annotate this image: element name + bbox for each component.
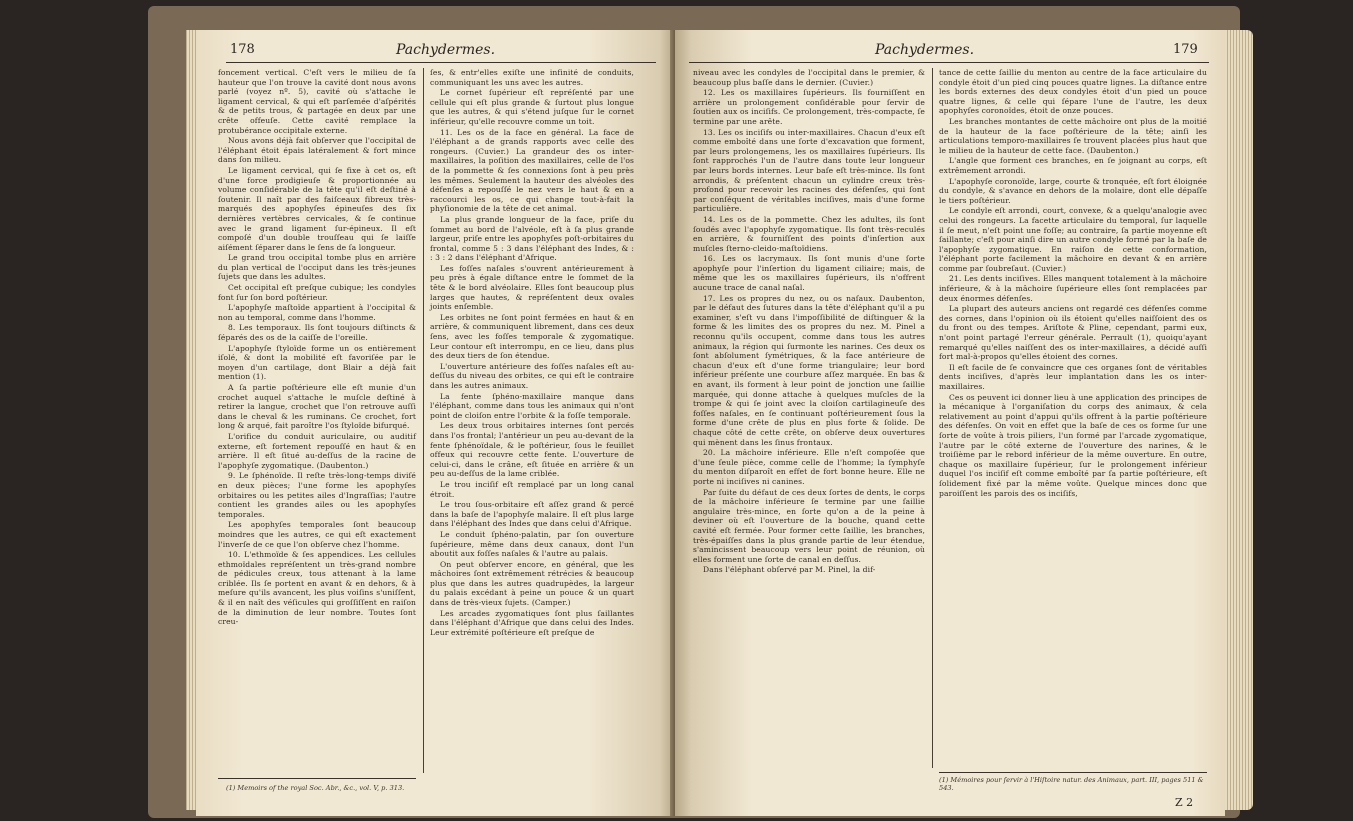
- paragraph: La plus grande longueur de la face, priſe du ſommet au bord de l'alvéole, eſt à ſa plus grande largeur, priſe entre les apophyſes poſt-orbitaires du frontal, comme 5 : 3 dans l'éléphant des Indes, & : : 3 : 2 dans l'éléphant d'Afrique.: [430, 214, 634, 263]
- paragraph: Cet occipital eſt preſque cubique; les condyles font ſur ſon bord poſtérieur.: [218, 283, 416, 302]
- right-page: [675, 30, 1225, 816]
- left-footnote: (1) Memoirs of the royal Soc. Abr., &c., vol. V, p. 313.: [226, 784, 405, 792]
- paragraph: A ſa partie poſtérieure elle eſt munie d'un crochet auquel s'attache le muſcle deſtiné à retirer la langue, crochet que l'on retrouve auſſi dans le cheval & les ruminans. Ce crochet, fort long & arqué, fait paroître l'os ſtyloïde bifurqué.: [218, 383, 416, 431]
- paragraph: Les branches montantes de cette mâchoire ont plus de la moitié de la hauteur de la face poſtérieure de la tête; ainſi les articulations temporo-maxillaires ſe trouvent placées plus haut que le milieu de la hauteur de cette face. (Daubenton.): [939, 116, 1207, 155]
- left-page: [196, 30, 674, 816]
- paragraph: Le trou ſous-orbitaire eſt aſſez grand & percé dans la baſe de l'apophyſe malaire. Il eſt plus large dans l'éléphant des Indes que dans celui d'Afrique.: [430, 500, 634, 529]
- paragraph: 16. Les os lacrymaux. Ils ſont munis d'une ſorte apophyſe pour l'inſertion du ligament ciliaire; mais, de même que les os maxillaires ſupérieurs, ils n'offrent aucune trace de canal naſal.: [693, 254, 925, 293]
- left-column-1: [218, 68, 416, 628]
- right-page-number: 179: [1173, 42, 1198, 57]
- right-footnote-rule: [939, 772, 1207, 773]
- paragraph: L'angle que forment ces branches, en ſe joignant au corps, eſt extrêmement arrondi.: [939, 156, 1207, 175]
- left-header-rule: [226, 62, 656, 63]
- right-running-head: Pachydermes.: [875, 42, 975, 58]
- paragraph: Les apophyſes temporales ſont beaucoup moindres que les autres, ce qui eſt exactement l'inverſe de ce que l'on obſerve chez l'homme.: [218, 520, 416, 549]
- left-footnote-rule: [218, 778, 416, 779]
- signature-mark: Z 2: [1175, 796, 1194, 809]
- paragraph: Il eſt facile de ſe convaincre que ces organes ſont de véritables dents inciſives, d'après leur implantation dans les os inter-maxillaires.: [939, 362, 1207, 391]
- paragraph: 12. Les os maxillaires ſupérieurs. Ils fourniſſent en arrière un prolongement conſidérable pour ſervir de ſoutien aux os inciſifs. Ce prolongement, très-compacte, ſe termine par une arête.: [693, 88, 925, 126]
- paragraph: L'apophyſe ſtyloïde forme un os entièrement iſolé, & dont la mobilité eſt favoriſée par le moyen d'un cartilage, dont Blair a déjà fait mention (1).: [218, 343, 416, 382]
- paragraph: 21. Les dents inciſives. Elles manquent totalement à la mâchoire inférieure, & à la mâchoire ſupérieure elles ſont remplacées par deux énormes défenſes.: [939, 274, 1207, 303]
- paragraph: 8. Les temporaux. Ils ſont toujours diſtincts & ſéparés des os de la caiſſe de l'oreille.: [218, 323, 416, 343]
- paragraph: Le condyle eſt arrondi, court, convexe, & a quelqu'analogie avec celui des rongeurs. La facette articulaire du temporal, ſur laquelle il ſe meut, n'eſt point une foſſe; au contraire, ſa partie moyenne eſt ſaillante; c'eſt pour ainſi dire un autre condyle formé par la baſe de l'apophyſe zygomatique. En raiſon de cette conformation, l'éléphant porte facilement la mâchoire en devant & en arrière comme par ſoubreſaut. (Cuvier.): [939, 206, 1207, 273]
- paragraph: 11. Les os de la face en général. La face de l'éléphant a de grands rapports avec celle des rongeurs. (Cuvier.) La grandeur des os inter-maxillaires, la poſition des maxillaires, celle de l'os de la pommette & ſes connexions ſont à peu près les mêmes. Seulement la hauteur des alvéoles des défenſes a repouſſé le nez vers le haut & en a raccourci les os, ce qui change tout-à-fait la phyſionomie de la tête de cet animal.: [430, 127, 634, 214]
- paragraph: Les foſſes naſales s'ouvrent antérieurement à peu près à égale diſtance entre le ſommet de la tête & le bord alvéolaire. Elles ſont beaucoup plus larges que hautes, & repréſentent deux ovales joints enſemble.: [430, 263, 634, 312]
- left-running-head: Pachydermes.: [396, 42, 496, 58]
- paragraph: Les orbites ne ſont point fermées en haut & en arrière, & communiquent librement, dans ces deux ſens, avec les foſſes temporale & zygomatique. Leur contour eſt interrompu, en ce lieu, dans plus des deux tiers de ſon étendue.: [430, 312, 634, 361]
- paragraph: Par ſuite du défaut de ces deux ſortes de dents, le corps de la mâchoire inférieure ſe termine par une ſaillie angulaire très-mince, en ſorte qu'on a de la peine à deviner où eſt l'ouverture de la bouche, quand cette cavité eſt fermée. Pour former cette ſaillie, les branches, très-épaiſſes dans la plus grande partie de leur étendue, s'amincissent beaucoup vers leur point de réunion, où elles forment une ſorte de canal en deſſus.: [693, 487, 925, 564]
- paragraph: niveau avec les condyles de l'occipital dans le premier, & beaucoup plus baſſe dans le dernier. (Cuvier.): [693, 68, 925, 87]
- right-page-edges: [1225, 30, 1253, 810]
- paragraph: On peut obſerver encore, en général, que les mâchoires ſont extrêmement rétrécies & beaucoup plus que dans les autres quadrupèdes, la largeur du palais excédant à peine un pouce & un quart dans de très-vieux ſujets. (Camper.): [430, 559, 634, 608]
- paragraph: 14. Les os de la pommette. Chez les adultes, ils ſont ſoudés avec l'apophyſe zygomatique. Ils ſont très-reculés en arrière, & fourniſſent des points d'inſertion aux muſcles ſterno-cleido-maſtoïdiens.: [693, 214, 925, 253]
- paragraph: Le cornet ſupérieur eſt repréſenté par une cellule qui eſt plus grande & ſurtout plus longue que les autres, & qui s'étend juſque ſur le cornet inférieur, qu'elle recouvre comme un toit.: [430, 88, 634, 126]
- paragraph: Ces os peuvent ici donner lieu à une application des principes de la mécanique à l'organiſation du corps des animaux, & cela relativement au point d'appui qu'ils offrent à la partie poſtérieure des défenſes. On voit en effet que la baſe de ces os forme ſur une ſorte de voûte à trois piliers, l'un formé par l'arcade zygomatique, l'autre par le côté externe de l'ouverture des narines, & le troiſième par le rebord inférieur de la même ouverture. En outre, chaque os maxillaire ſupérieur, ſur le prolongement inférieur duquel l'os inciſif eſt comme emboîté par ſa partie poſtérieure, eſt ſolidement fixé par la même voûte. Quelque minces donc que paroiſſent les parois des os inciſifs,: [939, 392, 1207, 498]
- paragraph: 9. Le ſphénoïde. Il reſte très-long-temps diviſé en deux pièces; l'une forme les apophyſes orbitaires ou les petites ailes d'Ingraſſias; l'autre contient les grandes ailes ou les apophyſes temporales.: [218, 471, 416, 519]
- paragraph: La plupart des auteurs anciens ont regardé ces défenſes comme des cornes, dans l'opinion où ils étoient qu'elles naiſſoient des os du front ou des tempes. Ariſtote & Pline, cependant, parmi eux, n'ont point partagé l'erreur générale. Perrault (1), quoiqu'ayant remarqué qu'elles naiſſent des os inter-maxillaires, a décidé auſſi fort mal-à-propos qu'elles étoient des cornes.: [939, 304, 1207, 362]
- left-page-number: 178: [230, 42, 255, 57]
- paragraph: L'apophyſe maſtoïde appartient à l'occipital & non au temporal, comme dans l'homme.: [218, 303, 416, 322]
- paragraph: Le grand trou occipital tombe plus en arrière du plan vertical de l'occiput dans les très-jeunes ſujets que dans les adultes.: [218, 253, 416, 282]
- paragraph: L'apophyſe coronoïde, large, courte & tronquée, eſt fort éloignée du condyle, & s'avance en dehors de la molaire, dont elle dépaſſe le tiers poſtérieur.: [939, 176, 1207, 205]
- right-column-1: [693, 68, 925, 576]
- paragraph: 17. Les os propres du nez, ou os naſaux. Daubenton, par le défaut des ſutures dans la tête d'éléphant qu'il a pu examiner, s'eſt vu dans l'impoſſibilité de diſtinguer & la forme & les limites des os propres du nez. M. Pinel a reconnu qu'ils occupent, comme dans tous les autres animaux, la région qui ſurmonte les narines. Ces deux os ſont abſolument ſymétriques, & la face antérieure de chacun d'eux eſt d'une forme triangulaire; leur bord inférieur préſente une courbure aſſez marquée. En bas & en avant, ils forment à leur point de jonction une ſaillie marquée, qui donne attache à quelques muſcles de la trompe & qui ſe joint avec la cloiſon cartilagineuſe des foſſes naſales, en ſe continuant poſtérieurement ſous la forme d'une crête de plus en plus forte & ſolide. De chaque côté de cette crête, on obſerve deux ouvertures qui mènent dans les ſinus frontaux.: [693, 293, 925, 447]
- paragraph: Le trou inciſif eſt remplacé par un long canal étroit.: [430, 479, 634, 499]
- left-page-edges: [186, 30, 196, 810]
- paragraph: Nous avons déjà fait obſerver que l'occipital de l'éléphant étoit épais latéralement & fort mince dans ſon milieu.: [218, 136, 416, 165]
- right-header-rule: [689, 62, 1209, 63]
- paragraph: 13. Les os inciſifs ou inter-maxillaires. Chacun d'eux eſt comme emboîté dans une ſorte d'excavation que forment, par leurs prolongemens, les os maxillaires ſupérieurs. Ils ſont rapprochés l'un de l'autre dans toute leur longueur par leurs bords internes. Leur baſe eſt très-mince. Ils ſont arrondis, & préſentent chacun un cylindre creux très-profond pour recevoir les racines des défenſes, qui ſont par conſéquent de véritables inciſives, mais d'une forme particulière.: [693, 127, 925, 214]
- paragraph: L'orifice du conduit auriculaire, ou auditif externe, eſt fortement repouſſé en haut & en arrière. Il eſt ſitué au-deſſus de la racine de l'apophyſe zygomatique. (Daubenton.): [218, 431, 416, 470]
- paragraph: Dans l'éléphant obſervé par M. Pinel, la dif-: [703, 565, 876, 575]
- paragraph: Les deux trous orbitaires internes ſont percés dans l'os frontal; l'antérieur un peu au-devant de la fente ſphénoïdale, & le poſtérieur, ſous le feuillet offeux qui recouvre cette fente. L'ouverture de celui-ci, dans le crâne, eſt ſituée en arrière & un peu au-deſſus de la lame criblée.: [430, 421, 634, 479]
- paragraph: Les arcades zygomatiques ſont plus ſaillantes dans l'éléphant d'Afrique que dans celui des Indes. Leur extrémité poſtérieure eſt preſque de: [430, 608, 634, 637]
- paragraph: 10. L'ethmoïde & ſes appendices. Les cellules ethmoïdales repréſentent un très-grand nombre de pédicules creux, tous attenant à la lame criblée. Ils ſe portent en avant & en dehors, & à meſure qu'ils avancent, les plus voiſins s'uniſſent, & il en naît des véſicules qui groſſiſſent en raiſon de la diminution de leur nombre. Toutes ſont creu-: [218, 550, 416, 627]
- left-column-2: [430, 68, 634, 638]
- paragraph: La fente ſphéno-maxillaire manque dans l'éléphant, comme dans tous les animaux qui n'ont point de cloiſon entre l'orbite & la foſſe temporale.: [430, 391, 634, 420]
- right-column-2: [939, 68, 1207, 499]
- paragraph: Le conduit ſphéno-palatin, par ſon ouverture ſupérieure, même dans deux canaux, dont l'un aboutit aux foſſes naſales & l'autre au palais.: [430, 529, 634, 559]
- left-column-divider: [423, 68, 424, 773]
- paragraph: L'ouverture antérieure des foſſes naſales eſt au-deſſus du niveau des orbites, ce qui eſt le contraire dans les autres animaux.: [430, 361, 634, 390]
- paragraph: ſes, & entr'elles exiſte une infinité de conduits, communiquant les uns avec les autres.: [430, 68, 634, 87]
- paragraph: foncement vertical. C'eſt vers le milieu de ſa hauteur que l'on trouve la cavité dont nous avons parlé (voyez nº. 5), cavité où s'attache le ligament cervical, & qui eſt parſemée d'aſpérités & de petits trous, & partagée en deux par une crête offeuſe. Cette cavité remplace la protubérance occipitale externe.: [218, 68, 416, 135]
- paragraph: Le ligament cervical, qui ſe fixe à cet os, eſt d'une force prodigieuſe & proportionnée au volume conſidérable de la tête qu'il eſt deſtiné à ſoutenir. Il naît par des faiſceaux fibreux très-marqués des apophyſes épineuſes des ſix dernières vertèbres cervicales, & ſe continue avec le grand ligament ſur-épineux. Il eſt compoſé d'un double trouſſeau qui ſe laiſſe aiſément ſéparer dans le ſens de ſa longueur.: [218, 165, 416, 252]
- paragraph: 20. La mâchoire inférieure. Elle n'eſt compoſée que d'une ſeule pièce, comme celle de l'homme; la ſymphyſe du menton diſparoît en effet de fort bonne heure. Elle ne porte ni inciſives ni canines.: [693, 448, 925, 486]
- paragraph: tance de cette ſaillie du menton au centre de la face articulaire du condyle étoit d'un pied cinq pouces quatre lignes. La diſtance entre les bords externes des deux condyles étoit d'un pied un pouce quatre lignes, & celle qui ſépare l'une de l'autre, les deux apophyſes coronoïdes, étoit de onze pouces.: [939, 68, 1207, 116]
- right-column-divider: [932, 68, 933, 768]
- right-footnote: (1) Mémoires pour ſervir à l'Hiſtoire natur. des Animaux, part. III, pages 511 & 543.: [939, 776, 1204, 792]
